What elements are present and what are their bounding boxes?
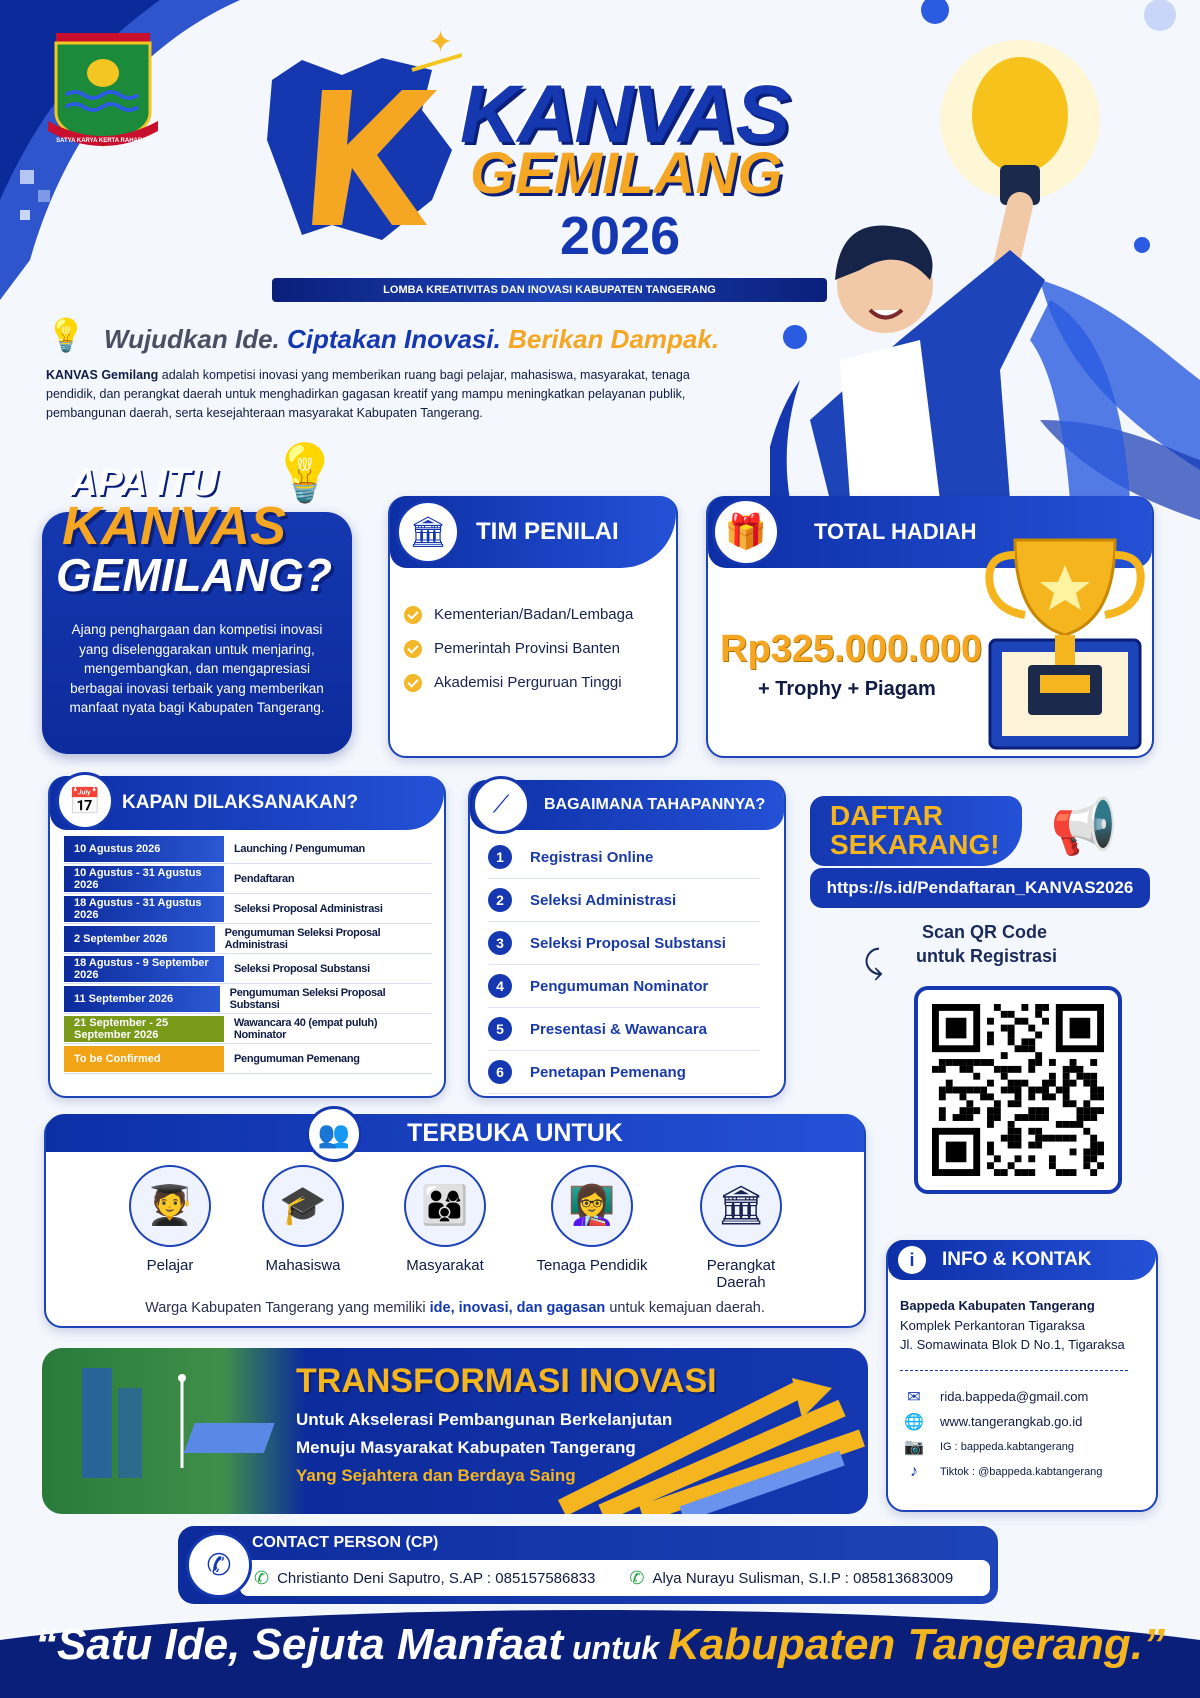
group-icon: 👥 (306, 1106, 362, 1162)
transformasi-line2: Menuju Masyarakat Kabupaten Tangerang (296, 1438, 636, 1457)
megaphone-icon: 📢 (1050, 797, 1118, 857)
table-row (64, 1014, 432, 1044)
map-k-emblem (262, 50, 462, 245)
tahapan-title: BAGAIMANA TAHAPANNYA? (544, 796, 766, 813)
tim-penilai-item: Kementerian/Badan/Lembaga (404, 606, 633, 624)
schedule-date: 21 September - 25 September 2026 (64, 1016, 224, 1042)
schedule-event: Launching / Pengumuman (234, 842, 365, 855)
tagline-part2: Ciptakan Inovasi. (287, 324, 501, 354)
footer-quote: “Satu Ide, Sejuta Manfaat untuk Kabupaten Tangerang.” (34, 1620, 1166, 1669)
community-icon: 👨‍👩‍👦 (404, 1165, 486, 1247)
info-contacts (902, 1384, 1102, 1484)
hero-illustration (770, 40, 1190, 500)
step-label: Presentasi & Wawancara (530, 1020, 708, 1038)
schedule-event: Pendaftaran (234, 872, 295, 885)
audience-item-masyarakat: 👨‍👩‍👦 Masyarakat (395, 1165, 495, 1274)
apa-itu-line3: GEMILANG? (56, 549, 332, 601)
audience-item-tenaga-pendidik: 👩‍🏫 Tenaga Pendidik (525, 1165, 659, 1274)
hadiah-title: TOTAL HADIAH (814, 519, 977, 544)
scan-label-2: untuk Registrasi (916, 946, 1058, 966)
government-building-icon: 🏛 (700, 1165, 782, 1247)
tagline-part1: Wujudkan Ide. (104, 324, 280, 354)
graduation-cap-icon: 🎓 (262, 1165, 344, 1247)
title-gemilang: GEMILANG (470, 141, 783, 206)
info-addr1: Komplek Perkantoran Tigaraksa (900, 1318, 1085, 1333)
title-year: 2026 (560, 206, 681, 266)
terbuka-note-highlight: ide, inovasi, dan gagasan (429, 1300, 606, 1316)
subtitle-text: LOMBA KREATIVITAS DAN INOVASI KABUPATEN TANGERANG (383, 284, 716, 296)
tagline (104, 324, 719, 355)
registration-url-text: https://s.id/Pendaftaran_KANVAS2026 (826, 878, 1134, 897)
step-label: Penetapan Pemenang (530, 1063, 686, 1081)
info-icon: i (898, 1246, 926, 1274)
terbuka-note: Warga Kabupaten Tangerang yang memiliki ide, inovasi, dan gagasan untuk kemajuan daerah. (145, 1300, 765, 1316)
schedule-date: 11 September 2026 (64, 986, 220, 1012)
transformasi-title: TRANSFORMASI INOVASI (296, 1362, 717, 1400)
cp-title: CONTACT PERSON (CP) (252, 1534, 439, 1551)
sparkle-icon: ✦ (428, 26, 454, 59)
stairs-icon: ⟋ (472, 776, 530, 834)
step-number: 4 (488, 974, 512, 998)
schedule-date: 2 September 2026 (64, 926, 215, 952)
step-item (488, 879, 760, 922)
teacher-icon: 👩‍🏫 (551, 1165, 633, 1247)
terbuka-header (46, 1114, 864, 1152)
whatsapp-icon: ✆ (629, 1567, 645, 1588)
institution-icon: 🏛 (396, 500, 460, 564)
email-icon: ✉ (907, 1388, 921, 1406)
scan-label-1: Scan QR Code (922, 922, 1048, 942)
schedule-event: Pengumuman Seleksi Proposal Substansi (229, 986, 386, 1011)
table-row (64, 984, 432, 1014)
daftar-line2: SEKARANG! (830, 829, 1000, 860)
table-row (64, 864, 432, 894)
step-number: 1 (488, 845, 512, 869)
gift-icon: 🎁 (712, 498, 780, 566)
divider (900, 1370, 1128, 1371)
schedule-event: Seleksi Proposal Substansi (234, 962, 370, 975)
step-number: 3 (488, 931, 512, 955)
tiktok-icon: ♪ (910, 1462, 918, 1480)
apa-itu-line2: KANVAS (62, 496, 287, 556)
trophy-icon (980, 530, 1150, 750)
audience-item-pelajar: 🧑‍🎓 Pelajar (120, 1165, 220, 1274)
table-row (64, 894, 432, 924)
apa-itu-desc: Ajang penghargaan dan kompetisi inovasi yang diselenggarakan untuk menjaring, mengembangkan, dan mengapresiasi berbagai inovasi terbaik yang memberikan manfaat nyata bagi Kabupaten Tangerang. (69, 622, 325, 716)
qr-code[interactable] (914, 986, 1122, 1194)
step-label: Seleksi Administrasi (530, 891, 677, 909)
email-row[interactable]: ✉ rida.bappeda@gmail.com (902, 1384, 1102, 1409)
logo-motto: SATYA KARYA KERTA RAHARJA (56, 138, 150, 144)
table-row (64, 1044, 432, 1074)
qr-pattern (932, 1004, 1104, 1176)
transformasi-line3: Yang Sejahtera dan Berdaya Saing (296, 1466, 576, 1485)
step-item (488, 965, 760, 1008)
schedule-event: Seleksi Proposal Administrasi (234, 902, 383, 915)
jadwal-title: KAPAN DILAKSANAKAN? (122, 792, 359, 813)
phone-icon: ✆ (186, 1532, 252, 1598)
lightbulb-icon: 💡 (46, 317, 86, 353)
schedule-date: 10 Agustus - 31 Agustus 2026 (64, 866, 224, 892)
tahapan-list (488, 836, 760, 1094)
schedule-date: 18 Agustus - 31 Agustus 2026 (64, 896, 224, 922)
tim-penilai-item: Pemerintah Provinsi Banten (404, 640, 633, 658)
cp-person-1[interactable]: Christianto Deni Saputro, S.AP : 085157586833 (277, 1569, 596, 1587)
table-row (64, 924, 432, 954)
globe-icon: 🌐 (904, 1413, 924, 1431)
instagram-icon: 📷 (904, 1438, 924, 1456)
schedule-event: Pengumuman Seleksi Proposal Administrasi (224, 926, 381, 951)
daftar-line1: DAFTAR (830, 800, 944, 831)
tim-penilai-title: TIM PENILAI (476, 518, 619, 545)
info-title: INFO & KONTAK (942, 1249, 1092, 1270)
hadiah-extra: + Trophy + Piagam (758, 678, 936, 700)
step-item (488, 1008, 760, 1051)
intro-paragraph (46, 366, 711, 422)
student-icon: 🧑‍🎓 (129, 1165, 211, 1247)
step-item (488, 922, 760, 965)
step-label: Registrasi Online (530, 848, 654, 866)
web-row[interactable]: 🌐 www.tangerangkab.go.id (902, 1409, 1102, 1434)
tiktok-row[interactable]: ♪ Tiktok : @bappeda.kabtangerang (902, 1459, 1102, 1484)
registration-url-link[interactable] (810, 868, 1150, 908)
tim-penilai-list (404, 606, 633, 692)
curved-arrow-icon: ⤹ (864, 944, 884, 980)
step-label: Seleksi Proposal Substansi (530, 934, 726, 952)
hadiah-amount: Rp325.000.000 (720, 628, 982, 670)
step-item (488, 1051, 760, 1094)
info-header (888, 1240, 1156, 1280)
title-kanvas: KANVAS (460, 69, 789, 160)
table-row (64, 834, 432, 864)
calendar-icon: 📅 (56, 772, 114, 830)
audience-item-perangkat-daerah: 🏛 Perangkat Daerah (691, 1165, 791, 1291)
step-number: 6 (488, 1060, 512, 1084)
info-org: Bappeda Kabupaten Tangerang (900, 1298, 1095, 1313)
intro-bold: KANVAS Gemilang (46, 368, 159, 382)
check-icon (404, 640, 422, 658)
audience-item-mahasiswa: 🎓 Mahasiswa (253, 1165, 353, 1274)
intro-text: adalah kompetisi inovasi yang memberikan ruang bagi pelajar, mahasiswa, masyarakat, tenaga pendidik, dan perangkat daerah untuk menghadirkan gagasan kreatif yang mampu meningkatkan pelayanan publik, pembangunan daerah, serta kesejahteraan masyarakat Kabupaten Tangerang. (46, 368, 690, 420)
tim-penilai-item: Akademisi Perguruan Tinggi (404, 674, 633, 692)
step-item (488, 836, 760, 879)
whatsapp-icon: ✆ (254, 1567, 270, 1588)
schedule-date: 18 Agustus - 9 September 2026 (64, 956, 224, 982)
step-number: 2 (488, 888, 512, 912)
schedule-date: 10 Agustus 2026 (64, 836, 224, 862)
schedule-event: Pengumuman Pemenang (234, 1052, 360, 1065)
jadwal-table (64, 834, 432, 1074)
cp-person-2[interactable]: Alya Nurayu Sulisman, S.I.P : 085813683009 (652, 1569, 954, 1587)
step-number: 5 (488, 1017, 512, 1041)
step-label: Pengumuman Nominator (530, 977, 709, 995)
schedule-event: Wawancara 40 (empat puluh) Nominator (233, 1016, 378, 1041)
transformasi-line1: Untuk Akselerasi Pembangunan Berkelanjutan (296, 1410, 673, 1429)
terbuka-title: TERBUKA UNTUK (407, 1118, 623, 1147)
subtitle-banner (272, 278, 827, 302)
tagline-part3: Berikan Dampak. (508, 324, 720, 354)
instagram-row[interactable]: 📷 IG : bappeda.kabtangerang (902, 1434, 1102, 1459)
check-icon (404, 674, 422, 692)
apa-itu-line1: APA ITU (70, 462, 218, 504)
bulb-deco-icon: 💡 (270, 441, 340, 504)
schedule-date: To be Confirmed (64, 1046, 224, 1072)
cp-list (240, 1560, 990, 1596)
check-icon (404, 606, 422, 624)
table-row (64, 954, 432, 984)
info-addr2: Jl. Somawinata Blok D No.1, Tigaraksa (900, 1337, 1125, 1352)
kabupaten-logo (48, 25, 158, 155)
